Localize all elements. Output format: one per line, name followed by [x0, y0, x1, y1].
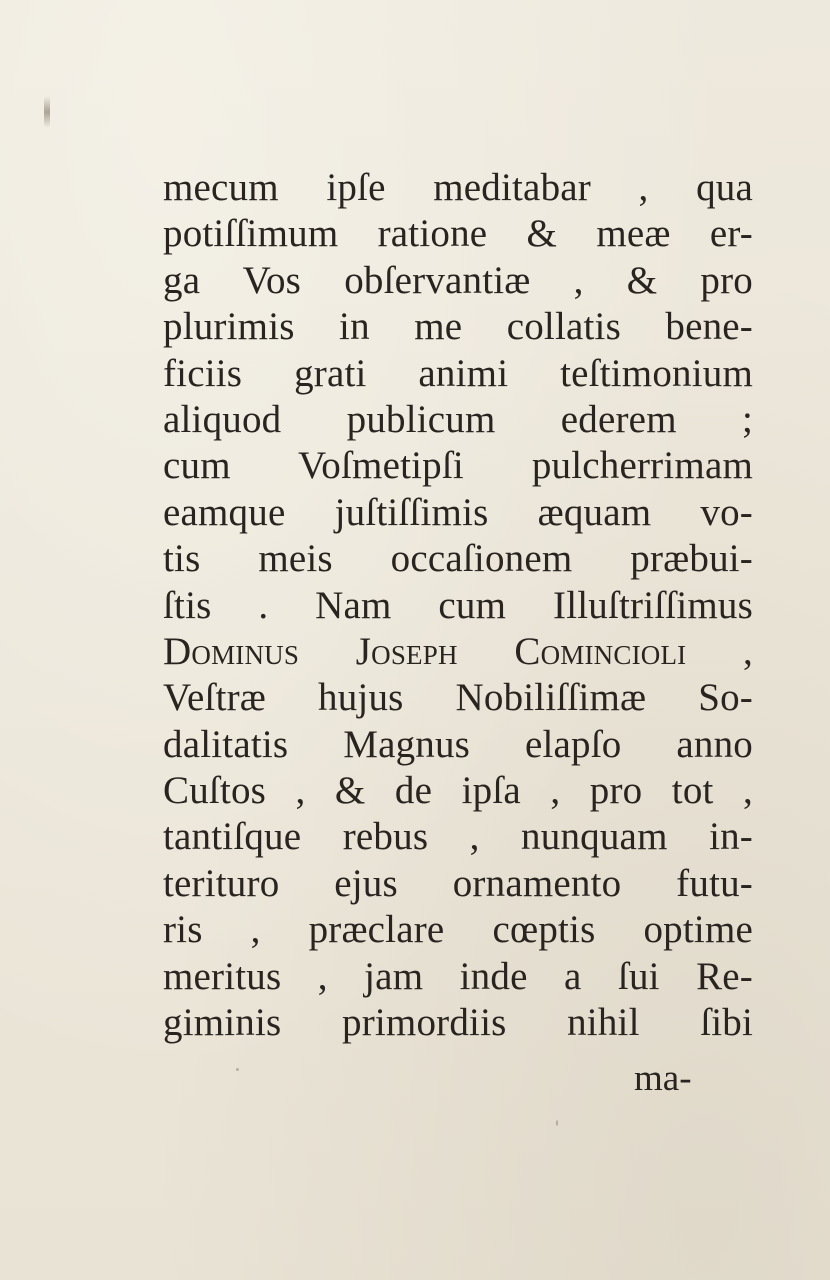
text-line: Veſtræ hujus Nobiliſſimæ So-: [163, 676, 753, 720]
text-line: Dominus Joseph Comincioli ,: [163, 629, 753, 673]
text-line: ga Vos obſervantiæ , & pro: [163, 258, 753, 302]
text-line: ſtis . Nam cum Illuſtriſſimus: [163, 583, 753, 627]
text-line: tis meis occaſionem præbui-: [163, 537, 753, 581]
page-edge-mark: [44, 96, 50, 128]
text-line: eamque juſtiſſimis æquam vo-: [163, 490, 753, 534]
body-text: [163, 165, 753, 1046]
text-line: mecum ipſe meditabar , qua: [163, 166, 753, 209]
text-line: cum Voſmetipſi pulcherrimam: [163, 444, 753, 488]
text-line: ficiis grati animi teſtimonium: [163, 351, 753, 395]
text-line: plurimis in me collatis bene-: [163, 305, 753, 349]
text-line: potiſſimum ratione & meæ er-: [163, 212, 753, 256]
text-line: giminis primordiis nihil ſibi: [163, 1001, 753, 1045]
text-line: Cuſtos , & de ipſa , pro tot ,: [163, 769, 753, 813]
text-line: terituro ejus ornamento futu-: [163, 861, 753, 905]
text-line: dalitatis Magnus elapſo anno: [163, 722, 753, 766]
text-line: tantiſque rebus , nunquam in-: [163, 815, 753, 859]
catchword: ma-: [634, 1058, 692, 1099]
paper-speck: [236, 1068, 239, 1071]
text-line: ris , præclare cœptis optime: [163, 908, 753, 952]
paper-speck: [556, 1120, 558, 1126]
text-line: meritus , jam inde a ſui Re-: [163, 954, 753, 998]
text-line: aliquod publicum ederem ;: [163, 397, 753, 441]
